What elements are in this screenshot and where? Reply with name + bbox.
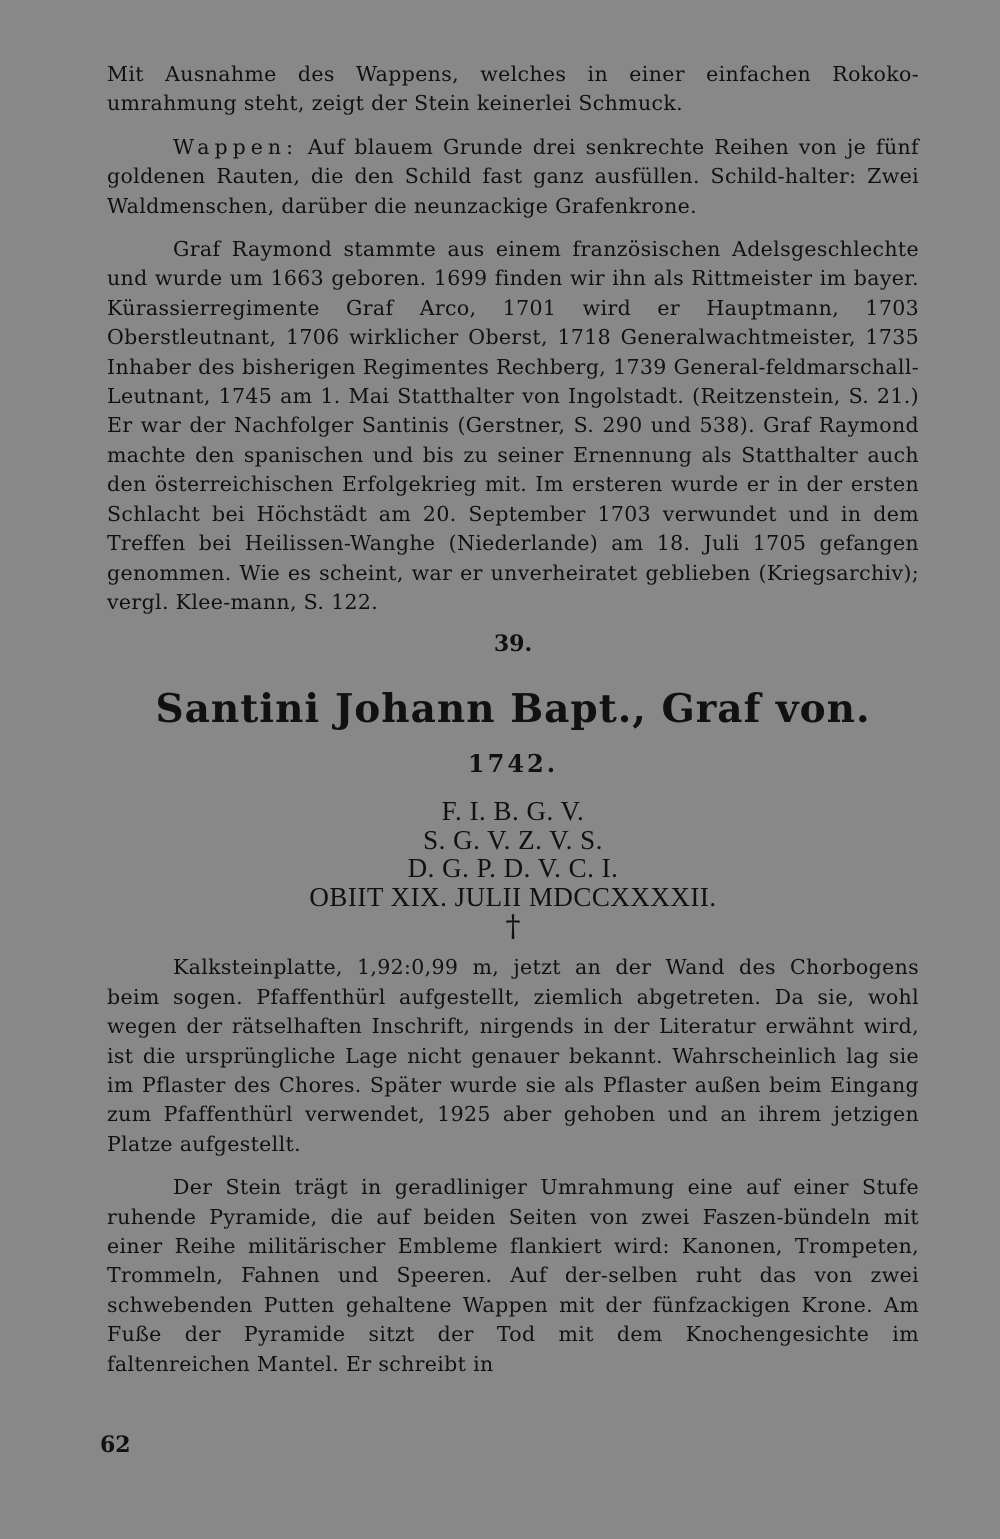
inscription-line: OBIIT XIX. JULII MDCCXXXXII. bbox=[309, 881, 717, 912]
wappen-text: Auf blauem Grunde drei senkrechte Reihen von je fünf goldenen Rauten, die den Schild fast ganz ausfüllen. Schild-halter: Zwei Waldmenschen, darüber die neunzackige Grafenkrone. bbox=[107, 134, 919, 218]
page-number: 62 bbox=[100, 1432, 131, 1458]
inscription-line: S. G. V. Z. V. S. bbox=[423, 824, 603, 855]
section-year: 1742. bbox=[467, 749, 559, 779]
section-title: Santini Johann Bapt., Graf von. bbox=[155, 686, 871, 733]
paragraph-graf-raymond: Graf Raymond stammte aus einem französischen Adelsgeschlechte und wurde um 1663 geboren. 1699 finden wir ihn als Rittmeister im bayer. Kürassierregimente Graf Arco, 1701 wird er Hauptmann, 1703 Oberstleutnant, 1706 wirklicher Oberst, 1718 Generalwachtmeister, 1735 Inhaber des bisherigen Regimentes Rechberg, 1739 General-feldmarschall-Leutnant, 1745 am 1. Mai Statthalter von Ingolstadt. (Reitzenstein, S. 21.) Er war der Nachfolger Santinis (Gerstner, S. 290 und 538). Graf Raymond machte den spanischen und bis zu seiner Ernennung als Statthalter auch den österreichischen Erfolgekrieg mit. Im ersteren wurde er in der ersten Schlacht bei Höchstädt am 20. September 1703 verwundet und in dem Treffen bei Heilissen-Wanghe (Niederlande) am 18. Juli 1705 gefangen genommen. Wie es scheint, war er unverheiratet geblieben (Kriegsarchiv); vergl. Klee-mann, S. 122. bbox=[107, 237, 919, 614]
paragraph-stein: Der Stein trägt in geradliniger Umrahmung eine auf einer Stufe ruhende Pyramide, die auf beiden Seiten von zwei Faszen-bündeln mit einer Reihe militärischer Embleme flankiert wird: Kanonen, Trompeten, Trommeln, Fahnen und Speeren. Auf der-selben ruht das von zwei schwebenden Putten gehaltene Wappen mit der fünfzackigen Krone. Am Fuße der Pyramide sitzt der Tod mit dem Knochengesichte im faltenreichen Mantel. Er schreibt in bbox=[107, 1175, 919, 1376]
cross-symbol: † bbox=[505, 909, 521, 945]
paragraph-kalksteinplatte: Kalksteinplatte, 1,92:0,99 m, jetzt an der Wand des Chorbogens beim sogen. Pfaffenthürl aufgestellt, ziemlich abgetreten. Da sie, wohl wegen der rätselhaften Inschrift, nirgends in der Literatur erwähnt wird, ist die ursprüngliche Lage nicht genauer bekannt. Wahrscheinlich lag sie im Pflaster des Chores. Später wurde sie als Pflaster außen beim Eingang zum Pfaffenthürl verwendet, 1925 aber gehoben und an ihrem jetzigen Platze aufgestellt. bbox=[107, 955, 919, 1156]
paragraph-ausnahme: Mit Ausnahme des Wappens, welches in einer einfachen Rokoko-umrahmung steht, zeigt der Stein keinerlei Schmuck. bbox=[107, 62, 919, 116]
paragraph-wappen bbox=[107, 133, 919, 221]
inscription-line: D. G. P. D. V. C. I. bbox=[407, 853, 619, 884]
inscription-block bbox=[107, 797, 919, 911]
wappen-label: Wappen: bbox=[173, 134, 298, 159]
inscription-line: F. I. B. G. V. bbox=[441, 796, 585, 827]
page-body bbox=[107, 60, 919, 1393]
section-number: 39. bbox=[493, 631, 533, 658]
